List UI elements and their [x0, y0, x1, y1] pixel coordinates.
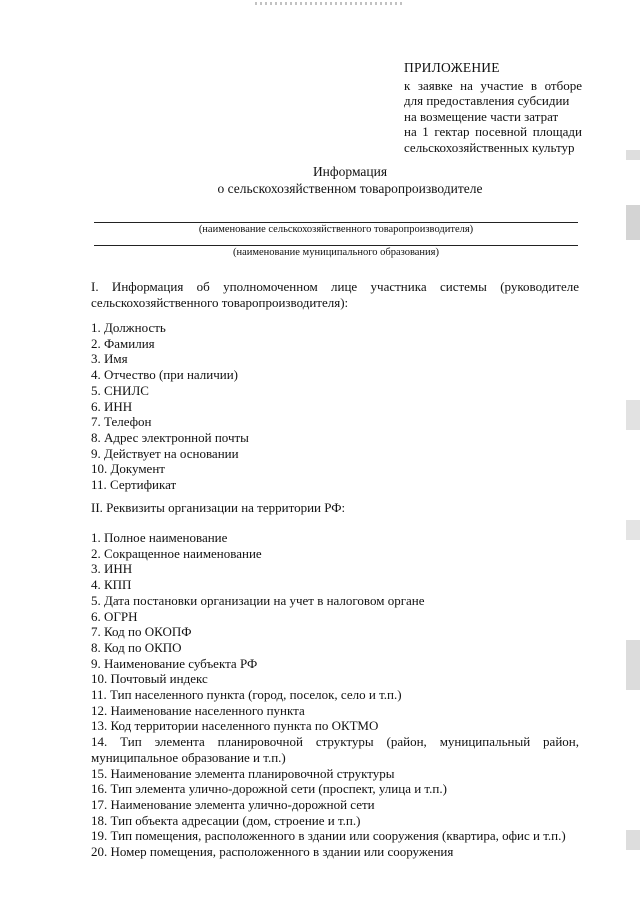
- list-item: 6. ОГРН: [91, 608, 138, 624]
- list-item: 10. Почтовый индекс: [91, 671, 208, 687]
- appendix-line: на 1 гектар посевной площади: [404, 124, 582, 139]
- list-item: 18. Тип объекта адресации (дом, строение и т.п.): [91, 812, 361, 828]
- list-item: 8. Адрес электронной почты: [91, 429, 249, 445]
- list-item: 13. Код территории населенного пункта по ОКТМО: [91, 718, 379, 734]
- list-item: 3. Имя: [91, 351, 128, 367]
- section-1-list: [91, 320, 579, 493]
- document-title: Информация: [312, 164, 388, 179]
- list-item: 4. Отчество (при наличии): [91, 367, 239, 383]
- list-item: 2. Фамилия: [91, 335, 155, 351]
- municipality-name-caption: (наименование муниципального образования): [232, 247, 440, 258]
- appendix-line: сельскохозяйственных культур: [404, 139, 575, 155]
- list-item: 10. Документ: [91, 461, 165, 477]
- municipality-name-blank-line: [94, 245, 578, 246]
- list-item: 2. Сокращенное наименование: [91, 545, 262, 561]
- list-item: 1. Полное наименование: [91, 530, 228, 545]
- scan-artifact-top: [255, 2, 405, 5]
- list-item: 3. ИНН: [91, 561, 133, 577]
- list-item: 4. КПП: [91, 577, 132, 593]
- section-1-heading-line: I. Информация об уполномоченном лице участника системы (руководителе: [91, 279, 579, 294]
- list-item: 15. Наименование элемента планировочной структуры: [91, 765, 395, 781]
- list-item: 11. Тип населенного пункта (город, поселок, село и т.п.): [91, 687, 402, 703]
- document-subtitle: о сельскохозяйственном товаропроизводителе: [217, 181, 483, 196]
- list-item: 5. СНИЛС: [91, 382, 149, 398]
- section-2-list: [91, 530, 579, 860]
- list-item: 14. Тип элемента планировочной структуры (район, муниципальный район,: [91, 734, 579, 750]
- appendix-line: на возмещение части затрат: [404, 108, 559, 124]
- list-item: 5. Дата постановки организации на учет в налоговом органе: [91, 592, 425, 608]
- list-item: 6. ИНН: [91, 398, 133, 414]
- section-1-heading: [91, 279, 579, 310]
- list-item: 16. Тип элемента улично-дорожной сети (проспект, улица и т.п.): [91, 781, 447, 797]
- list-item: 1. Должность: [91, 320, 166, 335]
- section-2-heading: [91, 500, 579, 516]
- list-item: 8. Код по ОКПО: [91, 639, 182, 655]
- section-1-heading-line: сельскохозяйственного товаропроизводителя):: [91, 294, 349, 310]
- scan-artifact-edge: [626, 0, 640, 905]
- list-item: 9. Наименование субъекта РФ: [91, 655, 258, 671]
- appendix-block: [404, 60, 582, 155]
- list-item: 11. Сертификат: [91, 477, 177, 493]
- appendix-line: к заявке на участие в отборе: [404, 77, 582, 93]
- appendix-heading: ПРИЛОЖЕНИЕ: [404, 60, 500, 75]
- list-item: 9. Действует на основании: [91, 445, 239, 461]
- list-item: 7. Код по ОКОПФ: [91, 624, 192, 640]
- list-item: 7. Телефон: [91, 414, 152, 430]
- list-item: 12. Наименование населенного пункта: [91, 702, 305, 718]
- list-item: 19. Тип помещения, расположенного в здании или сооружения (квартира, офис и т.п.): [91, 828, 566, 844]
- section-2-heading-line: II. Реквизиты организации на территории РФ:: [91, 500, 346, 515]
- producer-name-blank-line: [94, 222, 578, 223]
- appendix-line: для предоставления субсидии: [404, 93, 570, 108]
- producer-name-caption: (наименование сельскохозяйственного товаропроизводителя): [198, 224, 474, 235]
- list-item-continuation: муниципальное образование и т.п.): [91, 749, 286, 765]
- list-item: 20. Номер помещения, расположенного в здании или сооружения: [91, 844, 454, 860]
- list-item: 17. Наименование элемента улично-дорожной сети: [91, 796, 375, 812]
